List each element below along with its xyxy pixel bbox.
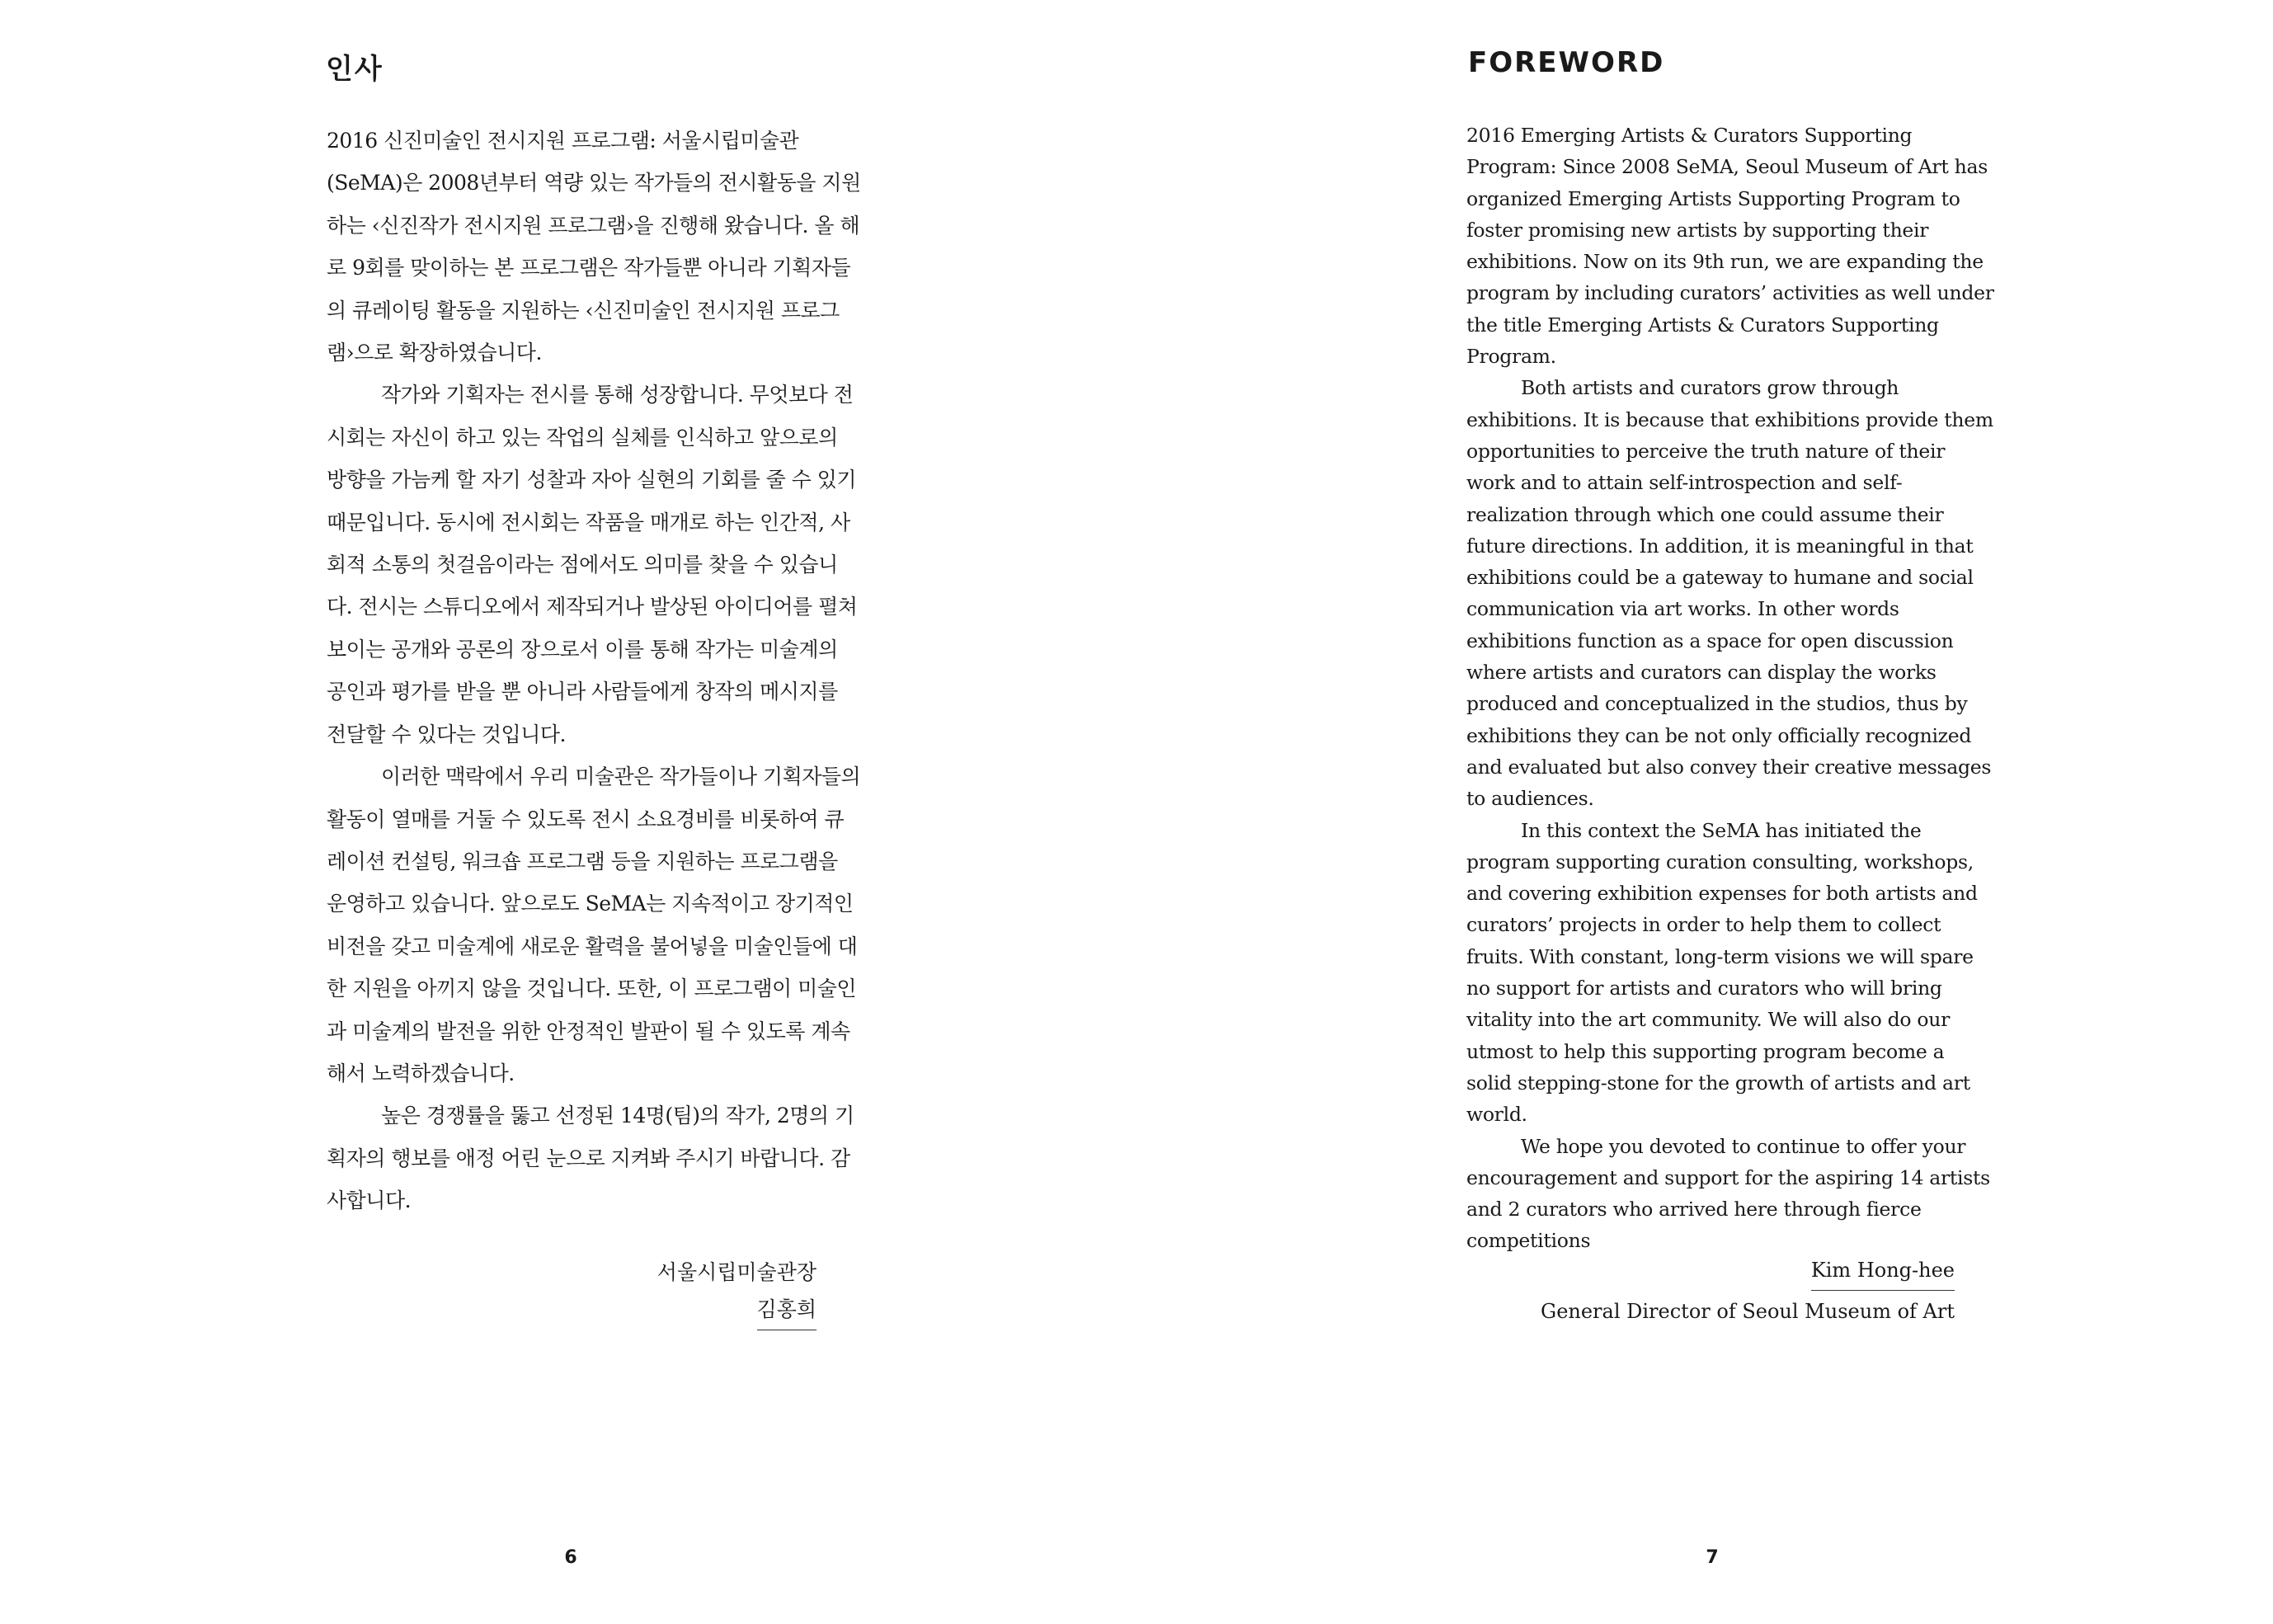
page-number-left: 6 [564,1547,577,1568]
korean-signature-title: 서울시립미술관장 [656,1260,816,1284]
korean-paragraph-2: 작가와 기획자는 전시를 통해 성장합니다. 무엇보다 전시회는 자신이 하고 있는 작업의 실체를 인식하고 앞으로의 방향을 가늠케 할 자기 성찰과 자아 실현의 기회를 줄 수 있기 때문입니다. 동시에 전시회는 작품을 매개로 하는 인간적, 사회적 소통의 첫걸음이라는 점에서도 의미를 찾을 수 있습니다. 전시는 스튜디오에서 제작되거나 발상된 아이디어를 펼쳐 보이는 공개와 공론의 장으로서 이를 통해 작가는 미술계의 공인과 평가를 받을 뿐 아니라 사람들에게 창작의 메시지를 전달할 수 있다는 것입니다. [327,383,858,746]
korean-heading: 인사 [326,53,384,86]
korean-paragraph-4: 높은 경쟁률을 뚫고 선정된 14명(팀)의 작가, 2명의 기획자의 행보를 애정 어린 눈으로 지켜봐 주시기 바랍니다. 감사합니다. [327,1104,854,1213]
english-signature [1485,1254,1955,1332]
english-heading: FOREWORD [1468,46,1665,79]
page-number-right: 7 [1706,1547,1719,1568]
korean-body [327,120,863,1222]
korean-signature-name: 김홍희 [757,1293,816,1330]
english-signature-name: Kim Hong-hee [1811,1254,1955,1291]
korean-paragraph-3: 이러한 맥락에서 우리 미술관은 작가들이나 기획자들의 활동이 열매를 거둘 수 있도록 전시 소요경비를 비롯하여 큐레이션 컨설팅, 워크숍 프로그램 등을 지원하는 프로그램을 운영하고 있습니다. 앞으로도 SeMA는 지속적이고 장기적인 비전을 갖고 미술계에 새로운 활력을 불어넣을 미술인들에 대한 지원을 아끼지 않을 것입니다. 또한, 이 프로그램이 미술인과 미술계의 발전을 위한 안정적인 발판이 될 수 있도록 계속해서 노력하겠습니다. [327,765,861,1085]
english-paragraph-3: In this context the SeMA has initiated the program supporting curation consulting, workshops, and covering exhibition expenses for both artists and curators’ projects in order to help them to collect fruits. With constant, long-term visions we will spare no support for artists and curators who will bring vitality into the art community. We will also do our utmost to help this supporting program become a solid stepping-stone for the growth of artists and art world. [1466,818,1978,1127]
korean-signature [577,1252,816,1330]
english-paragraph-2: Both artists and curators grow through exhibitions. It is because that exhibitions provide them opportunities to perceive the truth nature of their work and to attain self-introspection and self-realization through which one could assume their future directions. In addition, it is meaningful in that exhibitions could be a gateway to humane and social communication via art works. In other words exhibitions function as a space for open discussion where artists and curators can display the works produced and conceptualized in the studios, thus by exhibitions they can be not only officially recognized and evaluated but also convey their creative messages to audiences. [1466,376,1993,811]
english-signature-title: General Director of Seoul Museum of Art [1541,1300,1955,1323]
english-body [1466,120,1994,1257]
english-paragraph-4: We hope you devoted to continue to offer your encouragement and support for the aspiring 14 artists and 2 curators who arrived here through fierce competitions [1466,1134,1990,1253]
korean-paragraph-1: 2016 신진미술인 전시지원 프로그램: 서울시립미술관 (SeMA)은 2008년부터 역량 있는 작가들의 전시활동을 지원하는 ‹신진작가 전시지원 프로그램›을 진행해 왔습니다. 올 해로 9회를 맞이하는 본 프로그램은 작가들뿐 아니라 기획자들의 큐레이팅 활동을 지원하는 ‹신진미술인 전시지원 프로그램›으로 확장하였습니다. [327,129,861,365]
english-paragraph-1: 2016 Emerging Artists & Curators Supporting Program: Since 2008 SeMA, Seoul Museum of Art has organized Emerging Artists Supporting Program to foster promising new artists by supporting their exhibitions. Now on its 9th run, we are expanding the program by including curators’ activities as well under the title Emerging Artists & Curators Supporting Program. [1466,124,1994,369]
